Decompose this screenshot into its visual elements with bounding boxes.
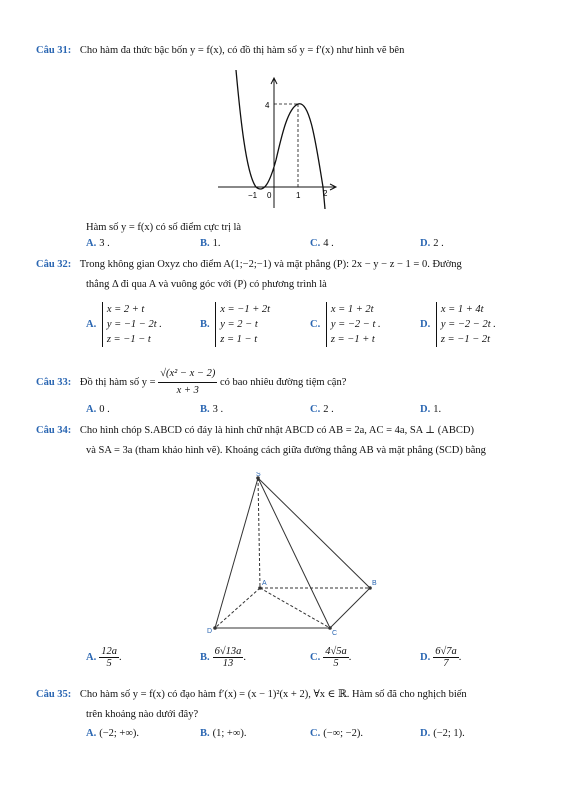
x-tick-label: 1 xyxy=(296,191,301,200)
question-34-stem-line2: và SA = 3a (tham khảo hình vẽ). Khoảng cách giữa đường thẳng AB và mặt phẳng (SCD) bằng xyxy=(86,445,486,456)
option-c[interactable]: C. 4 . xyxy=(310,238,334,249)
option-c[interactable]: C. $\frac{4√5a}{5}$ . xyxy=(310,646,352,669)
edge-ad xyxy=(215,588,260,628)
question-34-stem xyxy=(36,422,538,440)
option-c[interactable]: C. x = 1 + 2t y = −2 − t . z = −1 + t xyxy=(310,304,381,345)
question-34-options xyxy=(86,646,536,678)
question-35-options xyxy=(86,728,536,744)
label-b: B xyxy=(372,580,377,587)
option-b[interactable]: B. 1. xyxy=(200,238,221,249)
question-label: Câu 33: xyxy=(36,376,72,388)
x-tick-label: −1 xyxy=(248,191,258,200)
option-a[interactable]: A. x = 2 + t y = −1 − 2t . z = −1 − t xyxy=(86,304,162,345)
question-label: Câu 32: xyxy=(36,259,72,270)
option-a[interactable]: A. $\frac{12a}{5}$ . xyxy=(86,646,122,669)
edge-cb xyxy=(330,588,370,628)
question-33-stem xyxy=(36,366,538,399)
option-b[interactable]: B. 3 . xyxy=(200,404,224,415)
question-33-options xyxy=(86,404,536,420)
option-d[interactable]: D. (−2; 1). xyxy=(420,728,465,739)
equation-system: x = 1 + 4t y = −2 − 2t . z = −1 − 2t xyxy=(436,302,496,347)
question-35-stem-line2: trên khoảng nào dưới đây? xyxy=(86,709,199,720)
y-tick-label: 4 xyxy=(265,101,270,110)
option-b[interactable]: B. x = −1 + 2t y = 2 − t z = 1 − t xyxy=(200,304,271,345)
function-fraction: $\frac{\text{√(x² − x − 2)}}{x + 3}$ xyxy=(160,368,216,396)
option-a[interactable]: A. 3 . xyxy=(86,238,110,249)
pyramid-figure xyxy=(200,472,390,642)
question-text: Cho hàm đa thức bậc bốn y = f(x), có đồ thị hàm số y = f′(x) như hình vẽ bên xyxy=(79,45,405,56)
option-c[interactable]: C. (−∞; −2). xyxy=(310,728,363,739)
vertex-d xyxy=(213,626,217,630)
x-tick-label: 2 xyxy=(323,189,328,198)
equation-system: x = −1 + 2t y = 2 − t z = 1 − t xyxy=(215,302,270,347)
option-d[interactable]: D. x = 1 + 4t y = −2 − 2t . z = −1 − 2t xyxy=(420,304,496,345)
edge-sc xyxy=(258,478,330,628)
edge-sa xyxy=(258,478,260,588)
option-a[interactable]: A. (−2; +∞). xyxy=(86,728,139,739)
question-32-options xyxy=(86,302,536,358)
option-a[interactable]: A. 0 . xyxy=(86,404,110,415)
edge-sd xyxy=(215,478,258,628)
option-b[interactable]: B. $\frac{6√13a}{13}$ . xyxy=(200,646,247,669)
question-label: Câu 31: xyxy=(36,45,72,56)
option-d[interactable]: D. 1. xyxy=(420,404,442,415)
option-d[interactable]: D. 2 . xyxy=(420,238,444,249)
derivative-graph xyxy=(212,64,342,214)
question-31-ask: Hàm số y = f(x) có số điểm cực trị là xyxy=(86,222,242,233)
question-label: Câu 34: xyxy=(36,425,72,436)
label-s: S xyxy=(256,472,261,478)
question-text: Đồ thị hàm số y = xyxy=(79,376,156,388)
question-text: có bao nhiêu đường tiệm cận? xyxy=(219,376,347,388)
question-31-stem xyxy=(36,42,538,60)
option-d[interactable]: D. $\frac{6√7a}{7}$ . xyxy=(420,646,462,669)
label-d: D xyxy=(207,628,213,635)
equation-system: x = 2 + t y = −1 − 2t . z = −1 − t xyxy=(102,302,162,347)
question-35-stem xyxy=(36,686,538,704)
x-tick-label: 0 xyxy=(267,191,272,200)
derivative-curve xyxy=(236,70,325,209)
edge-sb xyxy=(258,478,370,588)
question-32-stem-line2: thẳng Δ đi qua A và vuông góc với (P) có phương trình là xyxy=(86,279,327,290)
question-31-options xyxy=(86,238,536,254)
question-text: Trong không gian Oxyz cho điểm A(1;−2;−1) và mặt phẳng (P): 2x − y − z − 1 = 0. Đường xyxy=(79,259,462,270)
option-c[interactable]: C. 2 . xyxy=(310,404,334,415)
question-32-stem xyxy=(36,256,538,274)
label-c: C xyxy=(332,630,338,637)
edge-ac xyxy=(260,588,330,628)
question-text: Cho hình chóp S.ABCD có đáy là hình chữ nhật ABCD có AB = 2a, AC = 4a, SA ⊥ (ABCD) xyxy=(79,425,474,436)
question-text: Cho hàm số y = f(x) có đạo hàm f′(x) = (x − 1)²(x + 2), ∀x ∈ ℝ. Hàm số đã cho nghịch biến xyxy=(79,689,467,700)
label-a: A xyxy=(262,580,267,587)
option-b[interactable]: B. (1; +∞). xyxy=(200,728,247,739)
equation-system: x = 1 + 2t y = −2 − t . z = −1 + t xyxy=(326,302,381,347)
question-label: Câu 35: xyxy=(36,689,72,700)
